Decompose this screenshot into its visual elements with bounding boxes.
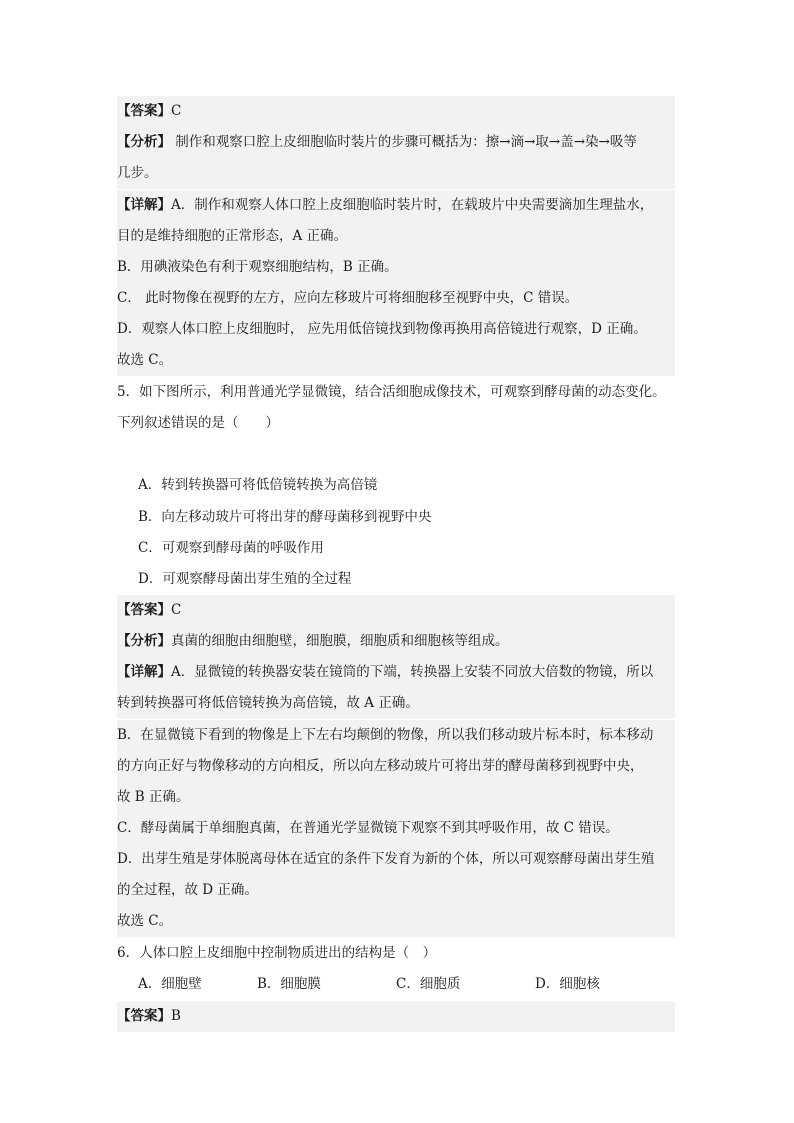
option-c: C．细胞质 bbox=[396, 976, 461, 992]
detail-line-q5-4 bbox=[117, 751, 675, 782]
option-text: B．向左移动玻片可将出芽的酵母菌移到视野中央 bbox=[138, 509, 432, 525]
question-6-options bbox=[138, 969, 675, 1000]
detail-line-q5-6 bbox=[117, 813, 675, 844]
conclusion-line-q5 bbox=[117, 906, 675, 937]
question-text: 5．如下图所示，利用普通光学显微镜，结合活细胞成像技术，可观察到酵母菌的动态变化。 bbox=[117, 384, 666, 400]
answer-tag: 【答案】 bbox=[117, 602, 171, 618]
option-d: D．细胞核 bbox=[535, 976, 600, 992]
question-text: 下列叙述错误的是（ ） bbox=[117, 415, 279, 431]
detail-text: C．酵母菌属于单细胞真菌，在普通光学显微镜下观察不到其呼吸作用，故 C 错误。 bbox=[117, 820, 619, 836]
analysis-text: 真菌的细胞由细胞壁，细胞膜，细胞质和细胞核等组成。 bbox=[171, 633, 509, 649]
detail-text: 故 B 正确。 bbox=[117, 789, 190, 805]
detail-line-q4-1 bbox=[117, 190, 675, 221]
answer-value: C bbox=[171, 602, 182, 618]
option-b bbox=[138, 502, 675, 533]
detail-text: B．用碘液染色有利于观察细胞结构，B 正确。 bbox=[117, 259, 398, 275]
option-b: B．细胞膜 bbox=[257, 976, 321, 992]
option-text: C．可观察到酵母菌的呼吸作用 bbox=[138, 540, 324, 556]
detail-text: 转到转换器可将低倍镜转换为高倍镜，故 A 正确。 bbox=[117, 695, 419, 711]
analysis-tag: 【分析】 bbox=[117, 134, 171, 150]
detail-line-q5-5 bbox=[117, 782, 675, 813]
detail-tag: 【详解】 bbox=[117, 664, 171, 680]
question-5-stem-2 bbox=[117, 408, 675, 439]
analysis-text: 几步。 bbox=[117, 165, 158, 181]
conclusion-text: 故选 C。 bbox=[117, 913, 173, 929]
question-6-stem bbox=[117, 938, 675, 969]
detail-line-q5-8 bbox=[117, 875, 675, 906]
analysis-tag: 【分析】 bbox=[117, 633, 171, 649]
answer-value: C bbox=[171, 103, 182, 119]
detail-text: 的全过程，故 D 正确。 bbox=[117, 882, 258, 898]
answer-value: B bbox=[171, 1008, 181, 1024]
analysis-line-q4-2 bbox=[117, 158, 675, 189]
detail-tag: 【详解】 bbox=[117, 197, 171, 213]
answer-line-q4 bbox=[117, 96, 675, 127]
detail-text: C． 此时物像在视野的左方，应向左移玻片可将细胞移至视野中央，C 错误。 bbox=[117, 290, 579, 306]
detail-text: A．显微镜的转换器安装在镜筒的下端，转换器上安装不同放大倍数的物镜，所以 bbox=[171, 664, 654, 680]
option-text: A．转到转换器可将低倍镜转换为高倍镜 bbox=[138, 477, 378, 493]
option-d bbox=[138, 564, 675, 595]
detail-text: B．在显微镜下看到的物像是上下左右均颠倒的物像，所以我们移动玻片标本时，标本移动 bbox=[117, 727, 654, 743]
detail-text: 目的是维持细胞的正常形态，A 正确。 bbox=[117, 228, 348, 244]
option-c bbox=[138, 533, 675, 564]
detail-text: A．制作和观察人体口腔上皮细胞临时装片时，在载玻片中央需要滴加生理盐水， bbox=[171, 197, 654, 213]
option-a: A．细胞壁 bbox=[138, 976, 202, 992]
option-a bbox=[138, 470, 675, 501]
detail-line-q4-2 bbox=[117, 221, 675, 252]
detail-text: 的方向正好与物像移动的方向相反，所以向左移动玻片可将出芽的酵母菌移到视野中央， bbox=[117, 758, 644, 774]
answer-line-q6 bbox=[117, 1001, 675, 1032]
detail-line-q5-2 bbox=[117, 688, 675, 719]
detail-line-q4-3 bbox=[117, 252, 675, 283]
detail-line-q5-1 bbox=[117, 657, 675, 688]
detail-text: D．观察人体口腔上皮细胞时， 应先用低倍镜找到物像再换用高倍镜进行观察，D 正确。 bbox=[117, 321, 647, 337]
answer-tag: 【答案】 bbox=[117, 103, 171, 119]
option-text: D．可观察酵母菌出芽生殖的全过程 bbox=[138, 571, 352, 587]
detail-line-q5-3 bbox=[117, 720, 675, 751]
detail-line-q4-5 bbox=[117, 314, 675, 345]
question-text: 6．人体口腔上皮细胞中控制物质进出的结构是（ ） bbox=[117, 945, 437, 961]
conclusion-line-q4 bbox=[117, 345, 675, 376]
answer-line-q5 bbox=[117, 595, 675, 626]
analysis-line-q5 bbox=[117, 626, 675, 657]
answer-tag: 【答案】 bbox=[117, 1008, 171, 1024]
analysis-text: 制作和观察口腔上皮细胞临时装片的步骤可概括为：擦→滴→取→盖→染→吸等 bbox=[171, 134, 637, 150]
detail-line-q4-4 bbox=[117, 283, 675, 314]
conclusion-text: 故选 C。 bbox=[117, 352, 173, 368]
analysis-line-q4 bbox=[117, 127, 675, 158]
detail-line-q5-7 bbox=[117, 844, 675, 875]
detail-text: D．出芽生殖是芽体脱离母体在适宜的条件下发育为新的个体，所以可观察酵母菌出芽生殖 bbox=[117, 851, 655, 867]
question-5-stem bbox=[117, 377, 697, 408]
